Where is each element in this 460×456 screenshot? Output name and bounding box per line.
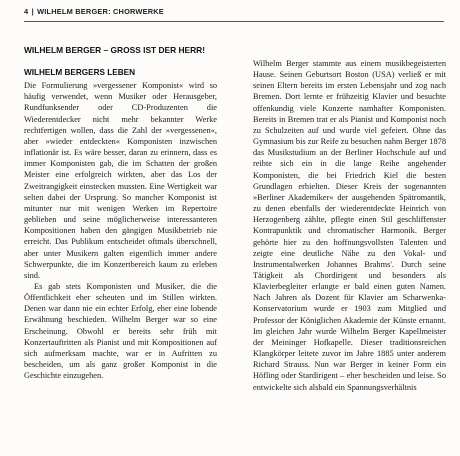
paragraph: Wilhelm Berger stammte aus einem musikbegeisterten Hause. Seinen Geburtsort Boston (USA) verließ er mit seinen Eltern bereits im ersten Lebensjahr und zog nach Bremen. Dort lernte er frühzeitig Klavier und besuchte offenkundig viele Konzerte namhafter Komponisten. Bereits in Bremen trat er als Pianist und Komponist noch zu Schulzeiten auf und wurde viel gefeiert. Ohne das Gymnasium bis zur Reife zu besuchen nahm Berger 1878 das Musikstudium an der Berliner Hochschule auf und reihte sich ein in die lange Reihe angehender Komponisten, die bei Friedrich Kiel die besten Grundlagen erhielten. Dieser Kreis der sogenannten »Berliner Akademiker« der ausgehenden Spätromantik, zu denen ebenfalls der wiederentdeckte Heinrich von Herzogenberg zählte, pflegte einen Stil geschliffenster Kontrapunktik und chromatischer Harmonik. Berger gehörte hier zu den hoffnungsvollsten Talenten und zeigte eine deutliche Nähe zu den Vokal- und Instrumentalwerken Johannes Brahms'. Durch seine Tätigkeit als Chordirigent und besonders als Klavierbegleiter erlangte er bald einen guten Namen. Nach Jahren als Dozent für Klavier am Scharwenka-Konservatorium wurde er 1903 zum Mitglied und Professor der Königlichen Akademie der Künste ernannt. Im gleichen Jahr wurde Wilhelm Berger Kapellmeister der Meininger Hofkapelle. Dieser traditionsreichen Klangkörper leitete zuvor im Jahre 1885 unter anderem Richard Strauss. Nun war Berger in keiner Form ein Höfling oder Stardirigent – eher bescheiden und leise. So entwickelte sich alsbald ein Spannungsverhältnis xyxy=(253,59,446,392)
header-rule xyxy=(24,21,444,22)
header-separator: | xyxy=(31,7,34,16)
running-title: WILHELM BERGER: CHORWERKE xyxy=(37,7,164,16)
running-header xyxy=(24,7,444,16)
left-column xyxy=(24,58,217,381)
paragraph: Es gab stets Komponisten und Musiker, die die Öffentlichkeit eher scheuten und im Stillen wirkten. Denen war dann nie ein echter Erfolg, eher eine lobende Erwähnung beschieden. Wilhelm Berger war so eine Erscheinung. Obwohl er bereits sehr früh mit Konzertauftritten als Pianist und mit Kompositionen auf sich aufmerksam machte, war er in Aufritten zu bescheiden, um als ganz großer Komponist in die Geschichte einzugehen. xyxy=(24,281,217,381)
right-column xyxy=(253,58,446,393)
page-number: 4 xyxy=(24,7,29,16)
paragraph: Die Formulierung »vergessener Komponist« wird so häufig verwendet, wenn Musiker oder Herausgeber, Rundfunksender oder CD-Produzenten die Wiederentdecker nicht mehr bekannter Werke rechtfertigen wollen, dass die Zahl der »vergessenen«, aber »wieder entdeckten« Komponisten inzwischen inflationär ist. Es wäre besser, daran zu erinnern, dass es immer Komponisten gab, die im Schatten der großen Meister eine erfolgreich wirkten, aber das Los der Zweitrangigkeit einstecken mussten. Eine Wertigkeit war selten dabei der Ursprung. So mancher Komponist ist mitunter nur mit wenigen Werken im Repertoire geblieben und seine möglicherweise interessanteren Kompositionen haben den gängigen Musikbetrieb nie erreicht. Das Publikum entscheidet oftmals überschnell, aber unter Musikern galten eigentlich immer andere Schwerpunkte, die im Konzertbereich kaum zu erleben sind. xyxy=(24,81,217,280)
section-title: WILHELM BERGER – GROSS IST DER HERR! xyxy=(24,45,206,55)
subsection-title: WILHELM BERGERS LEBEN xyxy=(24,68,135,77)
